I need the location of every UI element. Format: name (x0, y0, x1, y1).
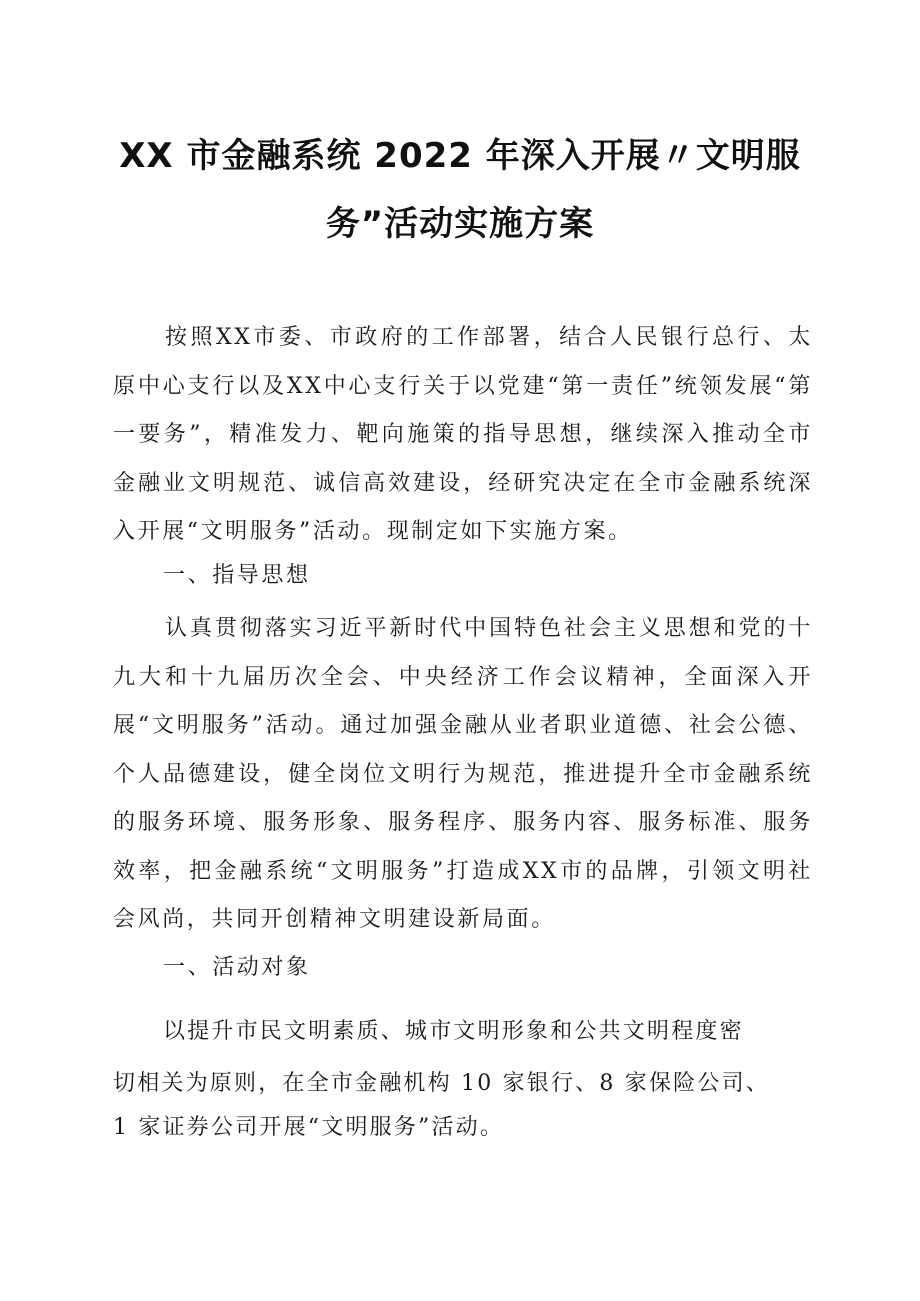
activity-targets-line-3: 1 家证券公司开展“文明服务”活动。 (113, 1115, 505, 1140)
section-heading-activity-targets: 一、活动对象 (163, 955, 311, 980)
activity-targets-line-2: 切相关为原则，在全市金融机构 10 家银行、8 家保险公司、 (113, 1071, 770, 1096)
section-heading-guiding-thought: 一、指导思想 (163, 563, 311, 588)
activity-targets-line-1: 以提升市民文明素质、城市文明形象和公共文明程度密 (163, 1019, 744, 1044)
guiding-thought-paragraph: 认真贯彻落实习近平新时代中国特色社会主义思想和党的十九大和十九届历次全会、中央经济工作会议精神，全面深入开展“文明服务”活动。通过加强金融从业者职业道德、社会公德、个人品德建设，健全岗位文明行为规范，推进提升全市金融系统的服务环境、服务形象、服务程序、服务内容、服务标准、服务效率，把金融系统“文明服务”打造成XX市的品牌，引领文明社会风尚，共同开创精神文明建设新局面。 (113, 616, 813, 932)
document-title-line-2: 务”活动实施方案 (325, 204, 595, 244)
intro-paragraph: 按照XX市委、市政府的工作部署，结合人民银行总行、太原中心支行以及XX中心支行关于以党建“第一责任”统领发展“第一要务”，精准发力、靶向施策的指导思想，继续深入推动全市金融业文明规范、诚信高效建设，经研究决定在全市金融系统深入开展“文明服务”活动。现制定如下实施方案。 (113, 325, 813, 544)
document-title-line-1: XX 市金融系统 2022 年深入开展〃文明服 (119, 136, 801, 176)
